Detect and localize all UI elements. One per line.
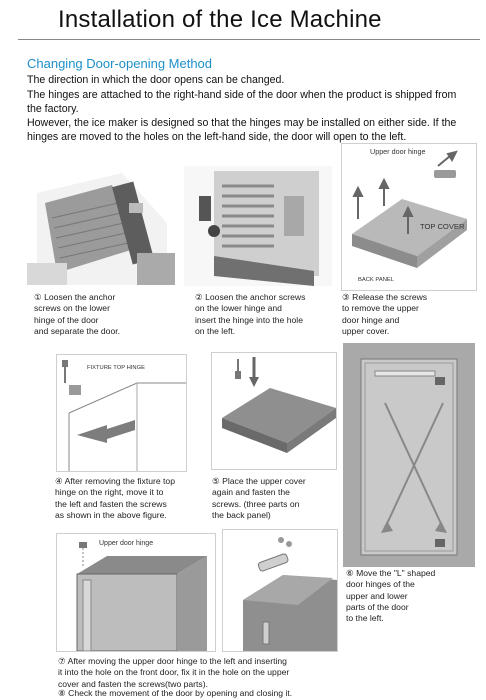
figure-step-7b <box>222 529 338 652</box>
intro-line-4: However, the ice maker is designed so that the hinges may be installed on either side. If the <box>27 117 457 129</box>
step-5-caption <box>212 476 306 521</box>
page-title: Installation of the Ice Machine <box>58 6 382 33</box>
back-panel-label: BACK PANEL <box>358 277 394 283</box>
figure-step-6 <box>343 343 475 567</box>
title-divider <box>18 39 480 40</box>
step-2-caption <box>195 292 305 337</box>
figure-step-7a <box>56 533 216 652</box>
intro-line-1: The direction in which the door opens can be changed. <box>27 74 285 86</box>
step-3-text: Release the screws to remove the upper door hinge and upper cover. <box>342 292 428 336</box>
step-6-text: Move the "L" shaped door hinges of the upper and lower parts of the door to the left. <box>346 568 436 624</box>
step-2-text: Loosen the anchor screws on the lower hinge and insert the hinge into the hole on the left. <box>195 292 306 336</box>
step-4-caption <box>55 476 175 521</box>
intro-line-5: hinges are moved to the holes on the left-hand side, the door will open to the left. <box>27 131 407 143</box>
figure-step-5 <box>211 352 337 470</box>
step-7-text: After moving the upper door hinge to the left and inserting it into the hole on the front door, fix it in the hole on the upper cover and fasten the screws(two parts). <box>58 656 290 689</box>
step-1-text: Loosen the anchor screws on the lower hinge of the door and separate the door. <box>34 292 121 336</box>
step-7-caption <box>58 656 289 690</box>
step-1-caption <box>34 292 120 337</box>
step-6-number: ⑥ <box>346 568 354 578</box>
upper-door-hinge-label-2: Upper door hinge <box>99 540 154 547</box>
step-8-caption <box>58 688 292 699</box>
intro-line-2: The hinges are attached to the right-hand side of the door when the product is shipped from <box>27 89 457 101</box>
step-4-text: After removing the fixture top hinge on the right, move it to the left and fasten the screws as shown in the above figure. <box>55 476 175 520</box>
step-7-number: ⑦ <box>58 656 66 666</box>
step-3-number: ③ <box>342 292 350 302</box>
figure-step-4 <box>56 354 187 472</box>
step-6-caption <box>346 568 435 624</box>
upper-door-hinge-label: Upper door hinge <box>370 147 426 156</box>
step-1-number: ① <box>34 292 42 302</box>
step-2-number: ② <box>195 292 203 302</box>
step-3-caption <box>342 292 427 337</box>
step-5-number: ⑤ <box>212 476 220 486</box>
figure-step-3 <box>341 143 477 291</box>
section-subtitle: Changing Door-opening Method <box>27 56 213 71</box>
figure-step-2 <box>184 166 332 286</box>
top-cover-label: TOP COVER <box>420 222 465 231</box>
intro-line-3: the factory. <box>27 103 79 115</box>
figure-step-1 <box>27 163 175 285</box>
step-8-text: Check the movement of the door by opening and closing it. <box>68 688 293 698</box>
step-5-text: Place the upper cover again and fasten the screws. (three parts on the back panel) <box>212 476 306 520</box>
fixture-top-hinge-label: FIXTURE TOP HINGE <box>87 365 145 371</box>
step-8-number: ⑧ <box>58 688 66 698</box>
step-4-number: ④ <box>55 476 63 486</box>
